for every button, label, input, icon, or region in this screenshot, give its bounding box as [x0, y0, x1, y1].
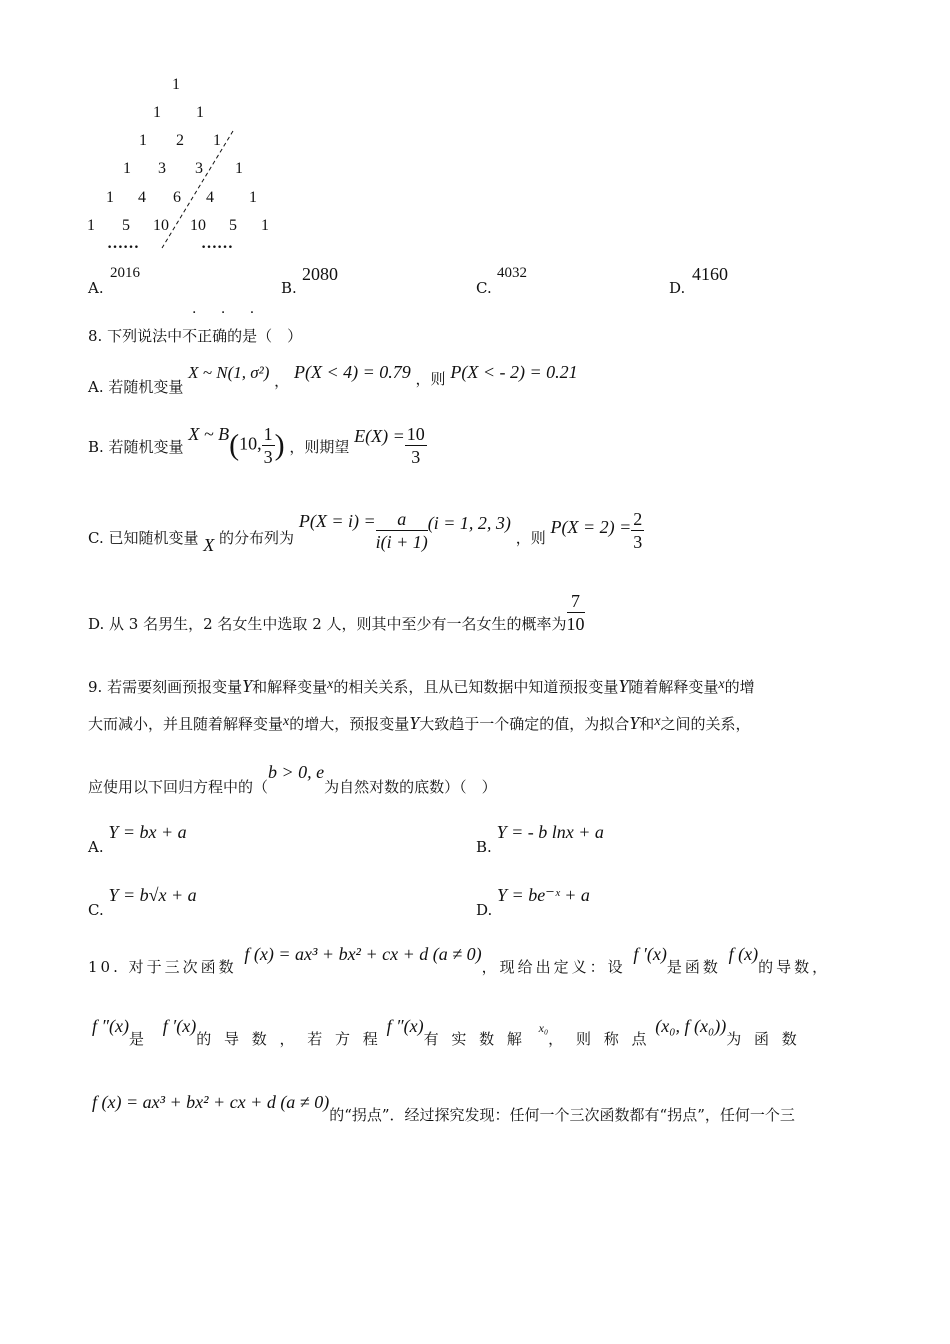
option-a-value: 2016: [110, 265, 140, 281]
q9-line-2: [88, 713, 751, 734]
math-expression: P(X = i) =: [298, 510, 376, 531]
q10-line-3: [92, 1092, 795, 1128]
triangle-number: 10: [153, 217, 169, 234]
question-text: 的相关关系，且从已知数据中知道预报变量: [333, 678, 619, 696]
math-expression: P(X < - 2) = 0.21: [450, 362, 578, 382]
math-expression: X ~ B: [188, 423, 230, 444]
math-expression: 10,: [239, 433, 262, 454]
math-expression: Y = - b lnx + a: [496, 822, 604, 842]
triangle-number: 6: [173, 189, 181, 206]
question-text: 的增大，预报变量: [289, 715, 410, 733]
option-text: ，则: [515, 528, 546, 547]
question-text: 大而减小，并且随着解释变量: [88, 715, 284, 733]
q10-line-1: [88, 944, 830, 980]
math-expression: f (x): [728, 944, 759, 964]
question-text: 10. 对于三次函数: [88, 958, 237, 976]
q9-option-b: [476, 822, 604, 858]
option-label: D.: [476, 901, 493, 919]
triangle-number: 5: [229, 217, 237, 234]
triangle-number: 10: [190, 217, 206, 234]
triangle-number: 1: [106, 189, 114, 206]
option-text: ，则期望: [289, 437, 350, 456]
option-label: A.: [88, 279, 104, 297]
math-expression: b > 0, e: [268, 762, 325, 782]
math-variable: x: [283, 714, 290, 729]
triangle-number: 3: [158, 160, 166, 177]
question-text: 为自然对数的底数）（ ）: [324, 778, 497, 796]
q8-option-b: B. 若随机变量 X ~ B(10, $\frac{1}{3}$ ) ，则期望 E(X) = $\frac{10}{3}$: [88, 423, 425, 467]
question-text: 的“拐点”．经过探究发现：任何一个三次函数都有“拐点”，任何一个三: [329, 1106, 795, 1124]
fraction: $\frac{a}{i(i + 1)}$: [375, 509, 428, 552]
triangle-number: 5: [122, 217, 130, 234]
dashed-diagonal-line: [150, 128, 240, 253]
question-text: 的增: [724, 678, 755, 696]
q8-stem: 8. 下列说法中不正确的是（ ）: [88, 327, 303, 345]
triangle-number: 4: [206, 189, 214, 206]
math-expression: f ″(x): [386, 1016, 424, 1036]
fraction: $\frac{7}{10}$: [566, 591, 585, 634]
math-expression: f (x) = ax³ + bx² + cx + d (a ≠ 0): [92, 1092, 330, 1112]
option-label: A.: [88, 838, 104, 856]
triangle-number: 1: [261, 217, 269, 234]
math-expression: f ′(x): [633, 944, 667, 964]
triangle-number: 2: [176, 132, 184, 149]
option-b-value: 2080: [302, 264, 338, 284]
math-variable: Y: [629, 713, 640, 733]
emphasis-dots: · · ·: [192, 305, 265, 321]
punctuation: ，: [274, 372, 290, 390]
triangle-number: 3: [195, 160, 203, 177]
math-expression: (i = 1, 2, 3): [427, 512, 511, 533]
q9-line-3: [88, 762, 497, 802]
math-variable: Y: [409, 713, 420, 733]
q9-option-d: [476, 885, 590, 921]
question-text: 之间的关系，: [660, 715, 751, 733]
q10-line-2: [92, 1016, 801, 1052]
question-text: 大致趋于一个确定的值，为拟合: [419, 715, 630, 733]
fraction: $\frac{10}{3}$: [406, 424, 425, 467]
question-text: 有 实 数 解: [423, 1030, 526, 1048]
triangle-number: 4: [138, 189, 146, 206]
question-text: 随着解释变量: [628, 678, 719, 696]
option-d-value: 4160: [692, 264, 728, 284]
triangle-number: 1: [87, 217, 95, 234]
option-label: C.: [88, 901, 104, 919]
question-text: 是: [128, 1030, 144, 1048]
option-c-value: 4032: [497, 265, 527, 281]
math-expression: X ~ N(1, σ²): [188, 363, 270, 382]
option-text: D. 从 3 名男生，2 名女生中选取 2 人，则其中至少有一名女生的概率为: [88, 614, 567, 633]
q9-line-1: [88, 676, 755, 697]
question-text: 9. 若需要刻画预报变量: [88, 678, 243, 696]
math-expression: E(X) =: [354, 425, 405, 446]
question-text: 的 导 数 ， 若 方 程: [196, 1030, 382, 1048]
math-variable: x: [718, 677, 725, 692]
fraction: $\frac{1}{3}$: [263, 424, 273, 467]
triangle-number: 1: [249, 189, 257, 206]
math-expression: (x₀, f (x₀)): [655, 1016, 727, 1036]
question-text: ， 则 称 点: [548, 1030, 651, 1048]
math-expression: P(X = 2) =: [550, 516, 632, 537]
option-label: C.: [476, 279, 492, 297]
question-text: 和解释变量: [252, 678, 328, 696]
q9-option-a: [88, 822, 187, 858]
option-text: B. 若随机变量: [88, 437, 184, 456]
triangle-number: 1: [196, 104, 204, 121]
math-variable: X: [203, 534, 215, 555]
triangle-number: 1: [123, 160, 131, 177]
option-label: D.: [669, 279, 686, 297]
question-text: 和: [639, 715, 655, 733]
question-text: ，现给出定义：设: [481, 958, 626, 976]
triangle-number: 1: [172, 76, 180, 93]
math-variable: Y: [242, 676, 253, 696]
math-expression: f (x) = ax³ + bx² + cx + d (a ≠ 0): [244, 944, 482, 964]
triangle-number: 1: [213, 132, 221, 149]
triangle-ellipsis-left: ……: [107, 235, 139, 252]
question-text: 为 函 数: [726, 1030, 801, 1048]
option-label: B.: [476, 838, 492, 856]
option-text: ，则: [415, 370, 446, 388]
math-expression: Y = b√x + a: [108, 885, 197, 905]
math-expression: f ′(x): [162, 1016, 197, 1036]
fraction: $\frac{2}{3}$: [633, 509, 643, 552]
math-variable: x: [654, 714, 661, 729]
math-expression: f ″(x): [92, 1016, 129, 1036]
triangle-ellipsis-right: ……: [201, 235, 233, 252]
triangle-number: 1: [235, 160, 243, 177]
triangle-number: 1: [153, 104, 161, 121]
math-variable: x₀: [538, 1021, 549, 1035]
math-expression: Y = bx + a: [108, 822, 187, 842]
q8-option-c: [88, 508, 644, 558]
math-expression: P(X < 4) = 0.79: [293, 362, 411, 382]
question-text: 应使用以下回归方程中的（: [88, 778, 269, 796]
triangle-number: 1: [139, 132, 147, 149]
math-expression: Y = be⁻ˣ + a: [497, 885, 590, 905]
option-text: 的分布列为: [219, 528, 295, 547]
math-variable: x: [327, 677, 334, 692]
question-text: 是函数: [666, 958, 721, 976]
math-variable: Y: [618, 676, 629, 696]
question-text: 的导数，: [758, 958, 831, 976]
option-text: C. 已知随机变量: [88, 528, 199, 547]
q9-option-c: [88, 885, 197, 921]
option-text: A. 若随机变量: [88, 378, 184, 396]
q8-option-d: [88, 590, 585, 640]
q8-option-a: [88, 362, 578, 402]
option-label: B.: [281, 279, 297, 297]
